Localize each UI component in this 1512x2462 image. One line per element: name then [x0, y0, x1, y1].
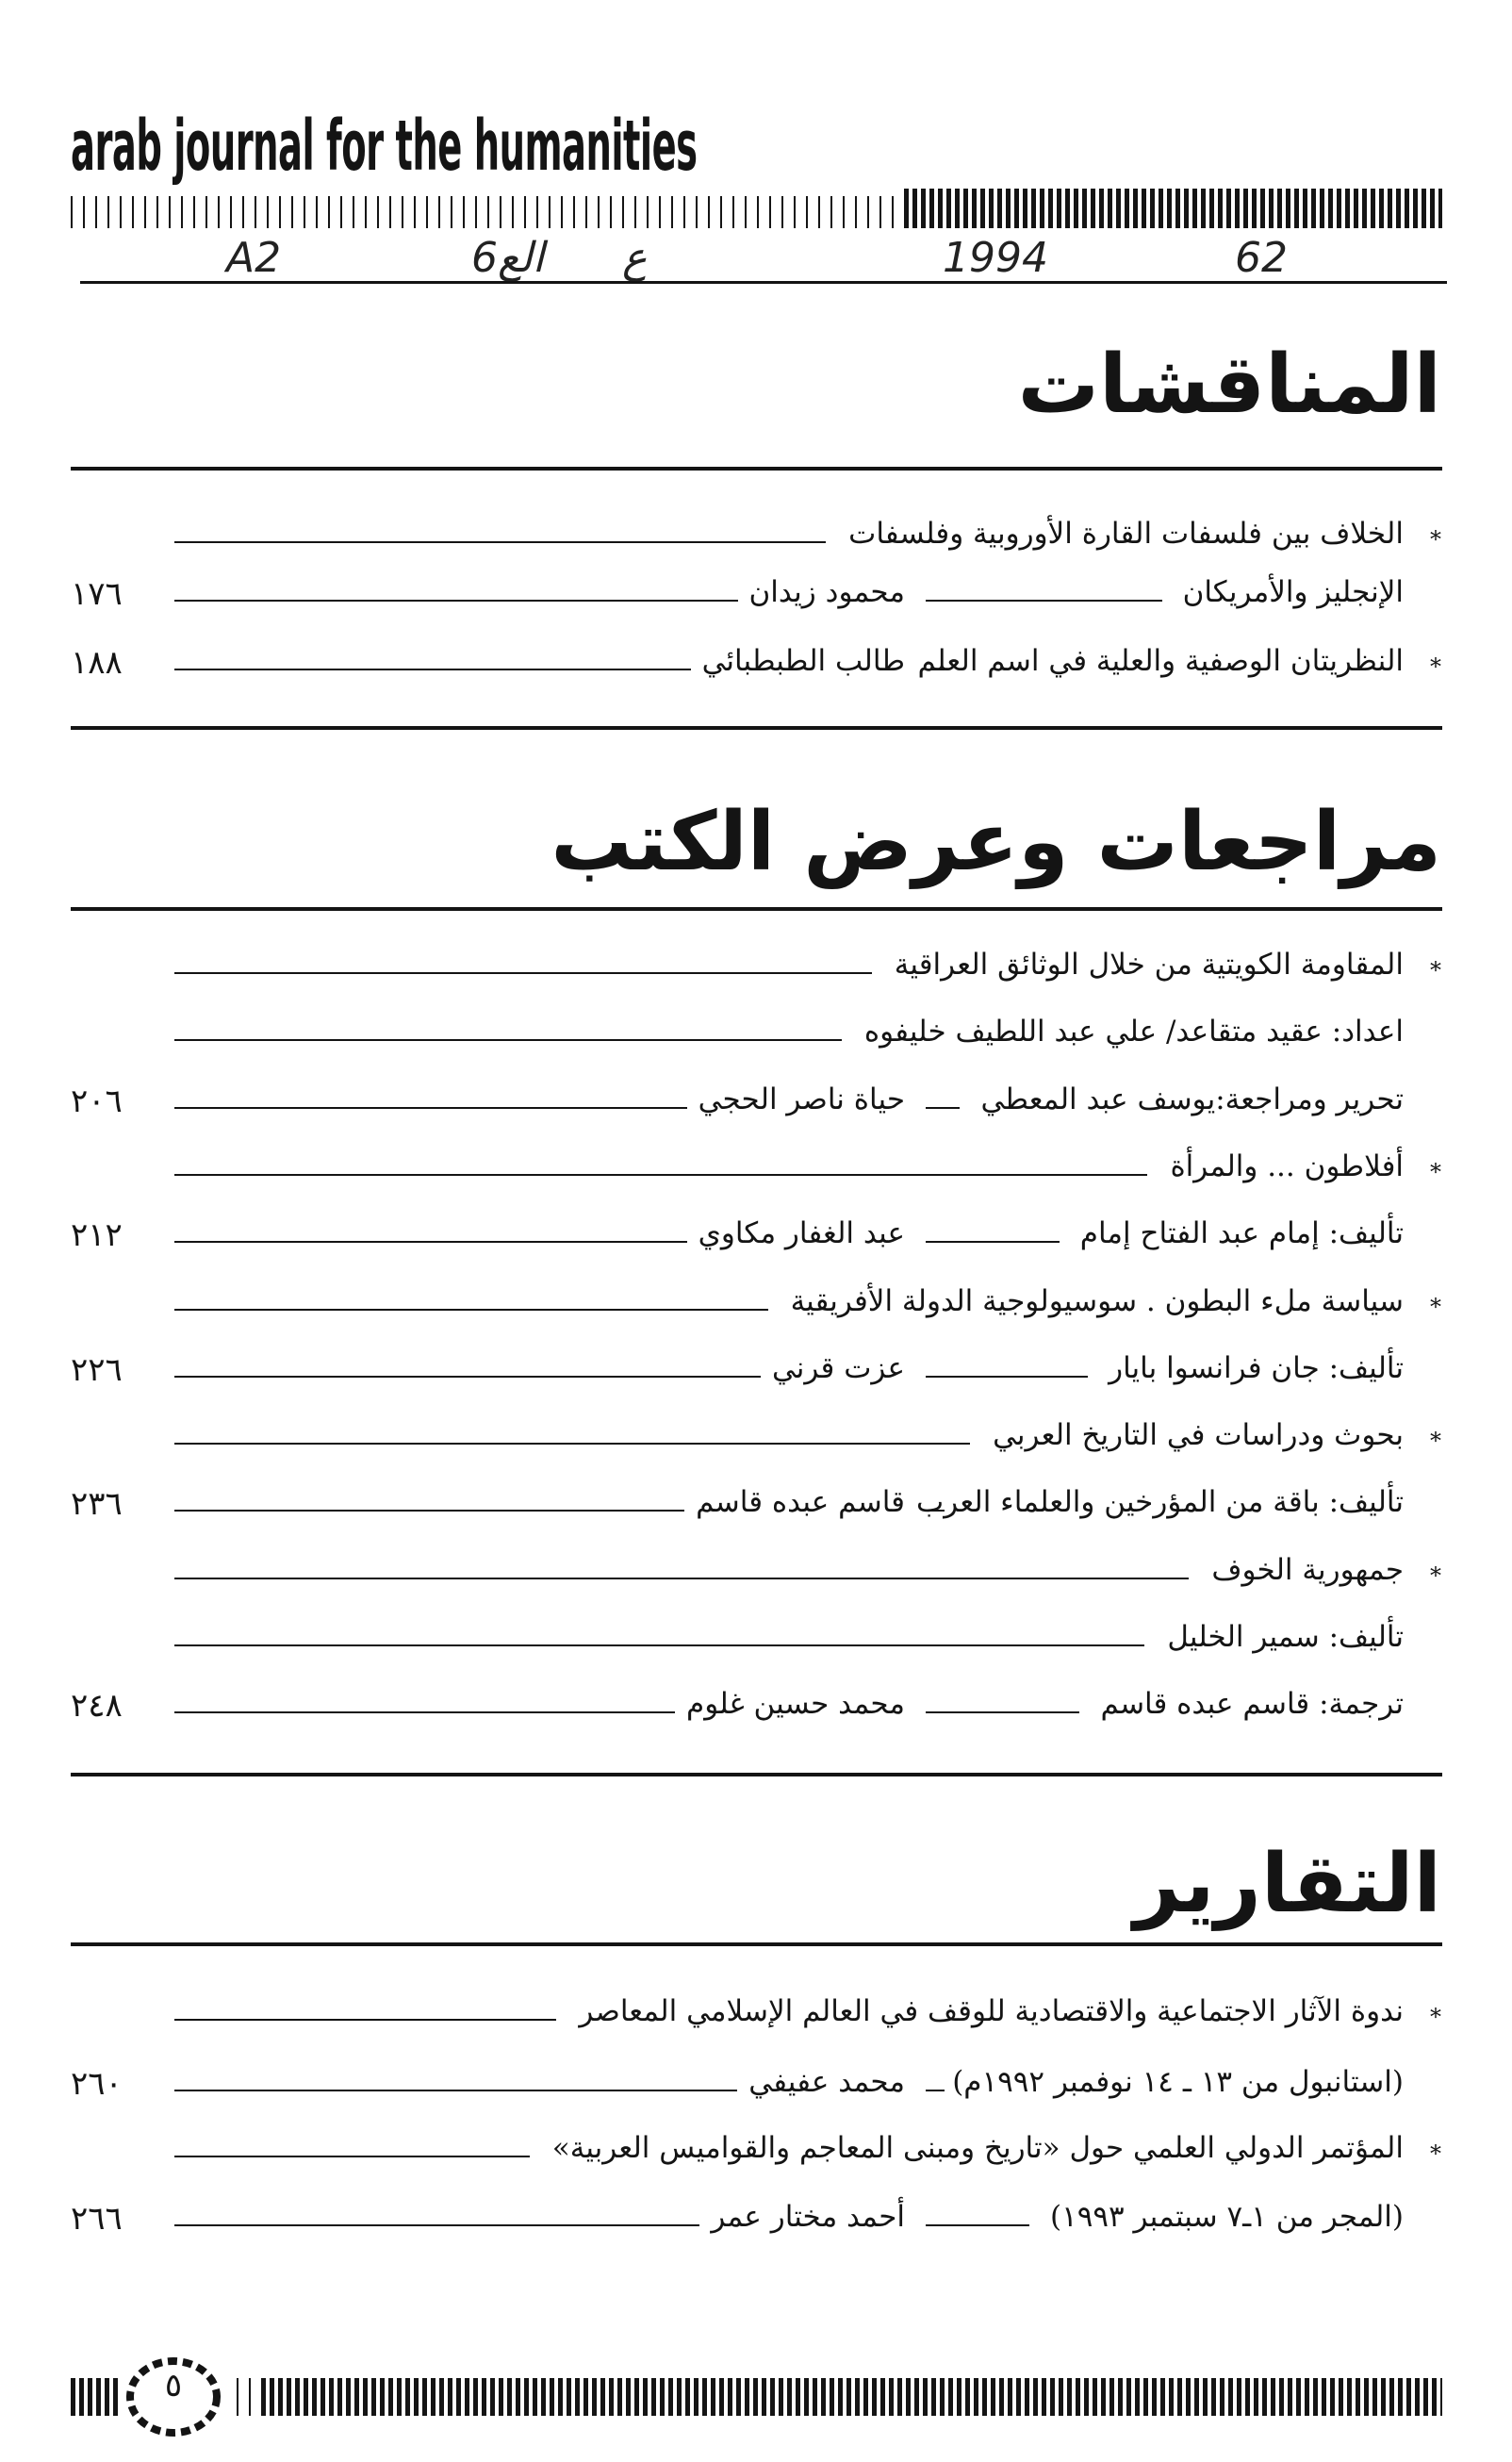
entry-title: تأليف: جان فرانسوا بايار [1109, 1350, 1404, 1385]
section-rule [71, 1942, 1442, 1946]
toc-entry [71, 644, 1441, 691]
section-title-discussions: المناقشات [1017, 338, 1441, 432]
entry-title: سياسة ملء البطون . سوسيولوجية الدولة الأفريقية [790, 1283, 1404, 1318]
entry-author: عزت قرني [771, 1350, 905, 1385]
handwritten-issue-label: ع [622, 234, 648, 282]
toc-entry [71, 1620, 1441, 1667]
leader-line [174, 2156, 530, 2157]
leader-line [174, 1510, 684, 1512]
entry-author: حياة ناصر الحجي [698, 1082, 905, 1116]
section-title-book-reviews: مراجعات وعرض الكتب [551, 795, 1441, 889]
entry-title: تأليف: سمير الخليل [1167, 1620, 1404, 1654]
handwritten-code: 62 [1235, 234, 1288, 282]
leader-line [174, 1376, 761, 1378]
leader-line [926, 2090, 945, 2091]
leader-line [174, 2224, 699, 2226]
leader-line [174, 2019, 556, 2021]
entry-author: عبد الغفار مكاوي [698, 1216, 905, 1251]
entry-title: (المجر من ١ـ٧ سبتمبر ١٩٩٣) [1049, 2200, 1404, 2234]
entry-page-number: ١٧٦ [71, 575, 123, 613]
entry-page-number: ٢٦٦ [71, 2200, 123, 2238]
handwritten-year: 1994 [943, 234, 1048, 282]
leader-line [926, 600, 1162, 602]
entry-title: أفلاطون ... والمرأة [1170, 1148, 1404, 1183]
leader-line [174, 541, 826, 543]
toc-entry [71, 517, 1441, 564]
toc-entry [71, 1149, 1441, 1197]
handwritten-volume: A2 [226, 234, 282, 282]
entry-page-number: ٢٦٠ [71, 2065, 123, 2103]
leader-line [174, 1241, 687, 1243]
entry-author: أحمد مختار عمر [711, 2200, 905, 2234]
entry-title: تأليف: باقة من المؤرخين والعلماء العرب [916, 1485, 1404, 1520]
toc-entry [71, 1351, 1441, 1398]
toc-entry [71, 1485, 1441, 1532]
entry-author: محمد حسين غلوم [686, 1687, 905, 1722]
toc-entry [71, 1553, 1441, 1600]
leader-line [174, 2090, 737, 2091]
section-title-reports: التقارير [1133, 1837, 1441, 1931]
leader-line [174, 600, 738, 602]
toc-entry [71, 1994, 1441, 2041]
entry-title: بحوث ودراسات في التاريخ العربي [993, 1418, 1404, 1453]
handwritten-issue-number: الع6 [471, 234, 545, 282]
toc-entry [71, 1284, 1441, 1331]
entry-page-number: ٢٤٨ [71, 1687, 123, 1726]
toc-entry [71, 1082, 1441, 1130]
entry-page-number: ١٨٨ [71, 644, 123, 682]
entry-bullet: * [1430, 2004, 1441, 2030]
leader-line [926, 1241, 1060, 1243]
entry-author: قاسم عبده قاسم [696, 1485, 905, 1520]
entry-title: جمهورية الخوف [1211, 1552, 1404, 1587]
entry-title: تحرير ومراجعة:يوسف عبد المعطي [980, 1082, 1404, 1116]
section-rule [71, 907, 1442, 911]
toc-entry [71, 2200, 1441, 2247]
header-barcode-strip [71, 189, 1442, 228]
toc-entry [71, 1687, 1441, 1734]
toc-entry [71, 1216, 1441, 1264]
leader-line [174, 1107, 687, 1109]
page-number: ٥ [164, 2367, 183, 2404]
entry-title: اعداد: عقيد متقاعد/ علي عبد اللطيف خليفوه [863, 1015, 1404, 1049]
entry-title: المقاومة الكويتية من خلال الوثائق العراقية [894, 948, 1404, 982]
leader-line [926, 669, 945, 670]
entry-author: محمود زيدان [748, 575, 905, 609]
entry-page-number: ٢٠٦ [71, 1082, 123, 1120]
footer-barcode-strip [71, 2378, 1442, 2416]
entry-bullet: * [1430, 1158, 1441, 1185]
issue-underline [80, 281, 1447, 284]
entry-title: النظريتان الوصفية والعلية في اسم العلم [917, 644, 1404, 678]
entry-title: (استانبول من ١٣ ـ ١٤ نوفمبر ١٩٩٢م) [952, 2065, 1404, 2099]
entry-title: الإنجليز والأمريكان [1182, 575, 1404, 609]
entry-page-number: ٢٢٦ [71, 1350, 123, 1389]
entry-bullet: * [1430, 653, 1441, 680]
leader-line [174, 1174, 1147, 1176]
leader-line [174, 1644, 1144, 1646]
section-rule [71, 726, 1442, 730]
entry-bullet: * [1430, 1561, 1441, 1589]
leader-line [926, 1107, 960, 1109]
leader-line [174, 972, 872, 974]
entry-bullet: * [1430, 1293, 1441, 1320]
entry-page-number: ٢٣٦ [71, 1485, 123, 1524]
leader-line [926, 1711, 1079, 1713]
entry-title: المؤتمر الدولي العلمي حول «تاريخ ومبنى المعاجم والقواميس العربية» [551, 2131, 1404, 2165]
entry-bullet: * [1430, 1428, 1441, 1455]
leader-line [174, 1309, 768, 1311]
entry-title: ترجمة: قاسم عبده قاسم [1100, 1687, 1404, 1722]
entry-author: محمد عفيفي [748, 2065, 905, 2099]
entry-author: طالب الطبطبائي [701, 644, 905, 678]
entry-title: الخلاف بين فلسفات القارة الأوروبية وفلسفات [848, 517, 1404, 551]
entry-title: تأليف: إمام عبد الفتاح إمام [1079, 1216, 1404, 1251]
toc-entry [71, 948, 1441, 995]
leader-line [174, 1443, 970, 1445]
toc-entry [71, 1418, 1441, 1465]
leader-line [926, 1510, 945, 1512]
toc-entry [71, 2131, 1441, 2178]
entry-bullet: * [1430, 526, 1441, 553]
entry-bullet: * [1430, 957, 1441, 983]
section-rule [71, 467, 1442, 471]
leader-line [926, 1376, 1088, 1378]
leader-line [926, 2224, 1029, 2226]
leader-line [174, 1578, 1189, 1579]
toc-entry [71, 2065, 1441, 2112]
leader-line [174, 1711, 675, 1713]
toc-entry [71, 1015, 1441, 1062]
entry-title: ندوة الآثار الاجتماعية والاقتصادية للوقف في العالم الإسلامي المعاصر [579, 1994, 1404, 2028]
entry-page-number: ٢١٢ [71, 1216, 123, 1255]
leader-line [174, 669, 691, 670]
leader-line [174, 1039, 842, 1041]
section-rule [71, 1773, 1442, 1776]
entry-bullet: * [1430, 2140, 1441, 2167]
toc-entry [71, 575, 1441, 622]
journal-title: arab journal for the humanities [71, 106, 698, 187]
